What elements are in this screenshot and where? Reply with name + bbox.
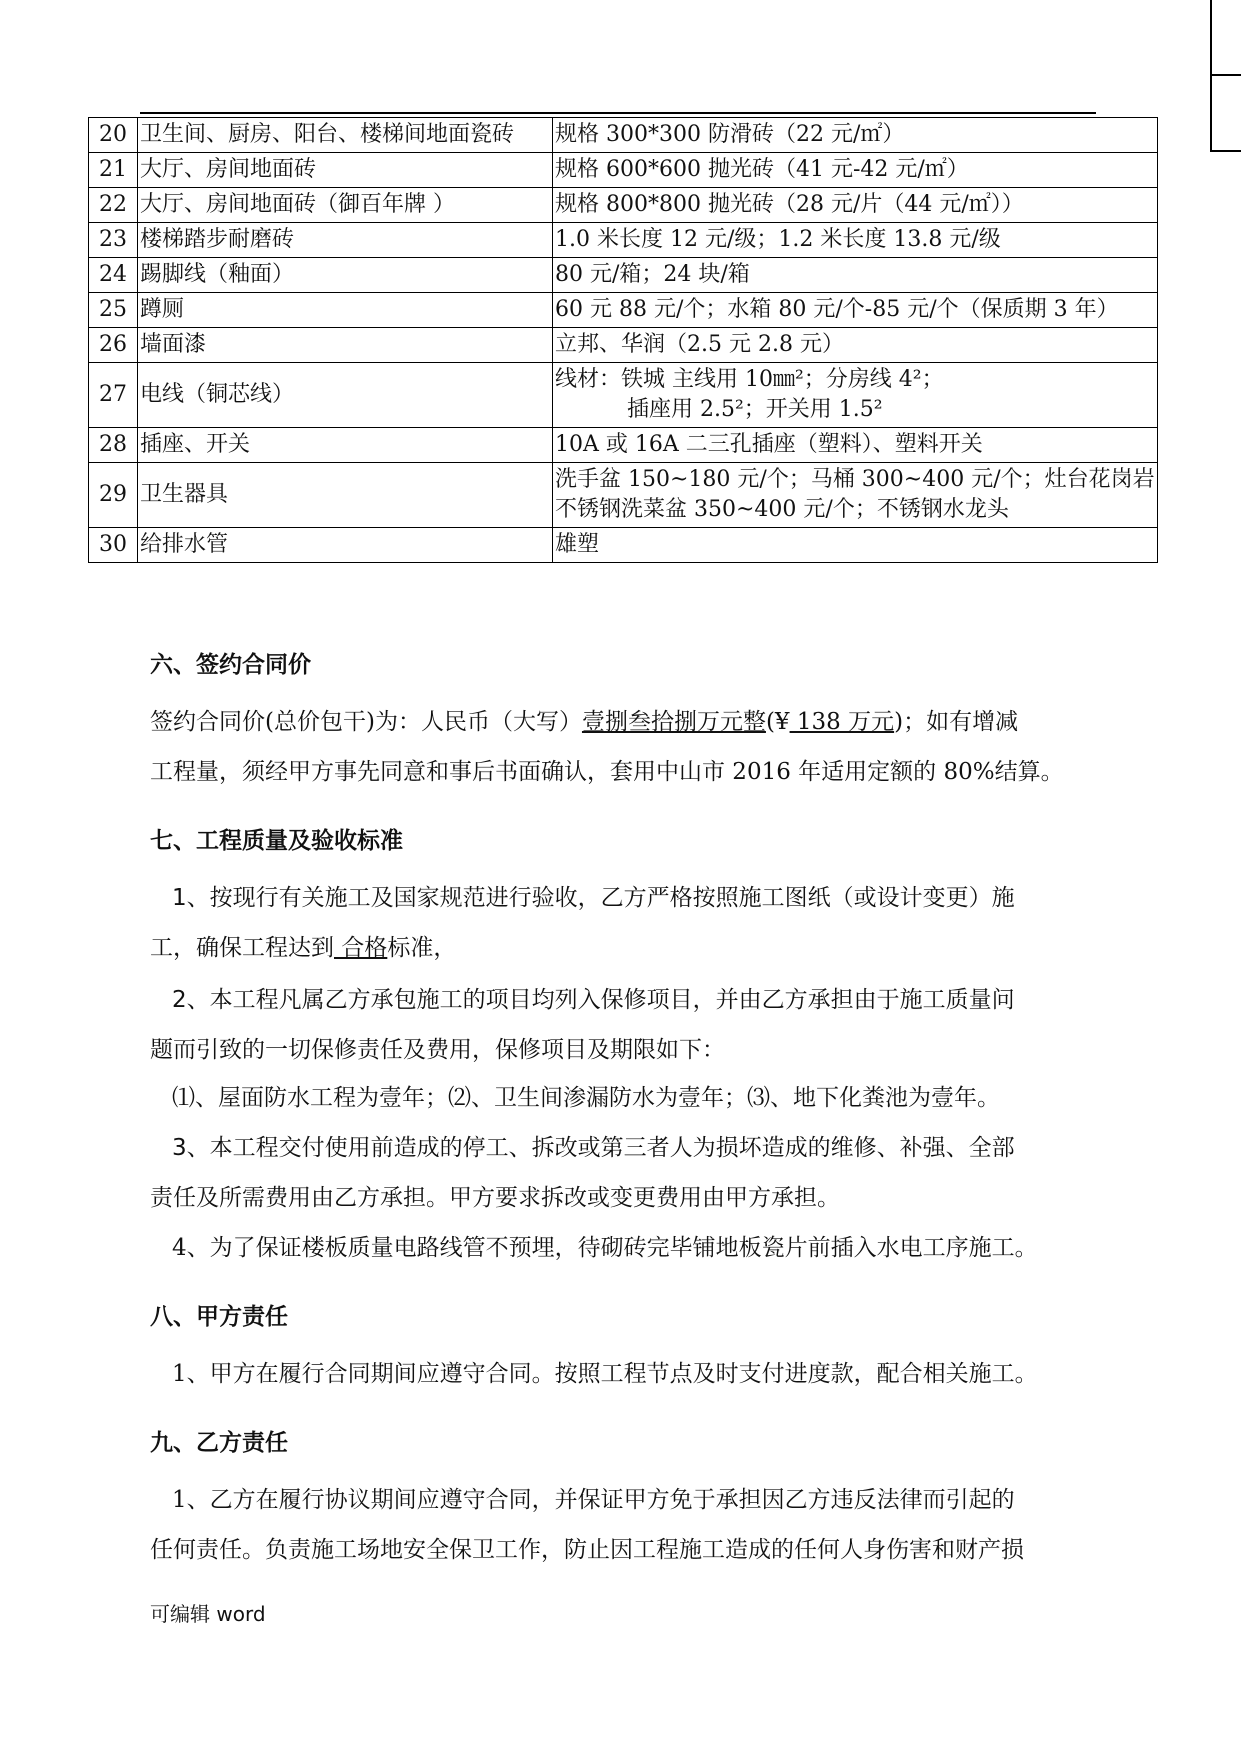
row-number: 26	[89, 328, 138, 363]
row-number: 27	[89, 363, 138, 428]
item-name: 卫生器具	[138, 463, 553, 528]
table-row	[89, 428, 1158, 463]
spec-line: 不锈钢洗菜盆 350~400 元/个；不锈钢水龙头	[555, 497, 1009, 522]
section-6-para-2: 工程量，须经甲方事先同意和事后书面确认，套用中山市 2016 年适用定额的 80%结算。	[150, 759, 1064, 785]
quality-standard: 合格	[334, 935, 388, 961]
text: 签约合同价(总价包干)为：人民币（大写）	[150, 709, 582, 735]
corner-frame	[1210, 0, 1241, 152]
item-spec	[553, 153, 1158, 188]
section-7-title: 七、工程质量及验收标准	[150, 828, 403, 854]
text: 工，确保工程达到	[150, 935, 334, 961]
section-8-title: 八、甲方责任	[150, 1304, 288, 1330]
table-row	[89, 118, 1158, 153]
row-number: 25	[89, 293, 138, 328]
table-row	[89, 223, 1158, 258]
item-spec	[553, 528, 1158, 563]
text: )；如有增减	[894, 709, 1019, 735]
item-name: 卫生间、厨房、阳台、楼梯间地面瓷砖	[138, 118, 553, 153]
item-name: 大厅、房间地面砖	[138, 153, 553, 188]
spec-line: 线材：铁城 主线用 10㎜²；分房线 4²；	[555, 367, 944, 392]
materials-table	[88, 117, 1158, 563]
row-number: 24	[89, 258, 138, 293]
table-row	[89, 153, 1158, 188]
table-row	[89, 293, 1158, 328]
row-number: 28	[89, 428, 138, 463]
table-row	[89, 463, 1158, 528]
section-9-para-1b: 任何责任。负责施工场地安全保卫工作，防止因工程施工造成的任何人身伤害和财产损	[150, 1537, 1024, 1563]
table-row	[89, 258, 1158, 293]
spec-line: 60 元 88 元/个；水箱 80 元/个-85 元/个（保质期 3 年）	[555, 297, 1119, 322]
item-spec	[553, 188, 1158, 223]
table-row	[89, 188, 1158, 223]
section-7-para-1b	[150, 924, 1095, 972]
spec-line: 规格 800*800 抛光砖（28 元/片（44 元/㎡））	[555, 192, 1024, 217]
row-number: 22	[89, 188, 138, 223]
spec-line: 插座用 2.5²；开关用 1.5²	[627, 397, 883, 422]
section-7-para-4: 3、本工程交付使用前造成的停工、拆改或第三者人为损坏造成的维修、补强、全部	[172, 1135, 1015, 1161]
item-name: 给排水管	[138, 528, 553, 563]
spec-line: 规格 600*600 抛光砖（41 元-42 元/㎡）	[555, 157, 969, 182]
item-spec	[553, 223, 1158, 258]
item-spec	[553, 428, 1158, 463]
section-7-para-5: 4、为了保证楼板质量电路线管不预埋，待砌砖完毕铺地板瓷片前插入水电工序施工。	[172, 1235, 1038, 1261]
spec-line: 1.0 米长度 12 元/级；1.2 米长度 13.8 元/级	[555, 227, 1001, 252]
row-number: 29	[89, 463, 138, 528]
spec-line: 规格 300*300 防滑砖（22 元/㎡）	[555, 122, 905, 147]
item-spec	[553, 258, 1158, 293]
item-spec	[553, 463, 1158, 528]
item-spec	[553, 363, 1158, 428]
item-name: 电线（铜芯线）	[138, 363, 553, 428]
section-9-title: 九、乙方责任	[150, 1430, 288, 1456]
item-name: 墙面漆	[138, 328, 553, 363]
row-number: 20	[89, 118, 138, 153]
item-name: 蹲厕	[138, 293, 553, 328]
section-9-para-1: 1、乙方在履行协议期间应遵守合同，并保证甲方免于承担因乙方违反法律而引起的	[172, 1487, 1015, 1513]
text: (¥	[765, 709, 790, 735]
top-rule	[140, 112, 1096, 114]
section-8-para-1: 1、甲方在履行合同期间应遵守合同。按照工程节点及时支付进度款，配合相关施工。	[172, 1361, 1038, 1387]
section-6-title: 六、签约合同价	[150, 652, 311, 678]
spec-line: 洗手盆 150~180 元/个；马桶 300~400 元/个；灶台花岗岩	[555, 467, 1155, 492]
table-row	[89, 528, 1158, 563]
text: 标准，	[387, 935, 457, 961]
row-number: 23	[89, 223, 138, 258]
section-6-para-1	[150, 698, 1095, 746]
spec-line: 80 元/箱；24 块/箱	[555, 262, 750, 287]
spec-line: 10A 或 16A 二三孔插座（塑料）、塑料开关	[555, 432, 983, 457]
row-number: 30	[89, 528, 138, 563]
section-7-para-2b: 题而引致的一切保修责任及费用，保修项目及期限如下：	[150, 1037, 725, 1063]
section-7-para-4b: 责任及所需费用由乙方承担。甲方要求拆改或变更费用由甲方承担。	[150, 1185, 840, 1211]
spec-line: 雄塑	[555, 532, 600, 557]
amount-number: 138 万元	[789, 709, 895, 735]
spec-line: 立邦、华润（2.5 元 2.8 元）	[555, 332, 844, 357]
item-spec	[553, 118, 1158, 153]
table-row	[89, 363, 1158, 428]
footer-note: 可编辑 word	[150, 1602, 266, 1626]
item-name: 踢脚线（釉面）	[138, 258, 553, 293]
row-number: 21	[89, 153, 138, 188]
item-spec	[553, 293, 1158, 328]
item-name: 大厅、房间地面砖（御百年牌 ）	[138, 188, 553, 223]
item-name: 楼梯踏步耐磨砖	[138, 223, 553, 258]
section-7-para-1: 1、按现行有关施工及国家规范进行验收，乙方严格按照施工图纸（或设计变更）施	[172, 885, 1015, 911]
amount-words: 壹捌叁拾捌万元整	[581, 709, 766, 735]
item-name: 插座、开关	[138, 428, 553, 463]
item-spec	[553, 328, 1158, 363]
section-7-para-2: 2、本工程凡属乙方承包施工的项目均列入保修项目，并由乙方承担由于施工质量问	[172, 987, 1015, 1013]
section-7-para-3: ⑴、屋面防水工程为壹年；⑵、卫生间渗漏防水为壹年；⑶、地下化粪池为壹年。	[172, 1085, 1000, 1111]
table-row	[89, 328, 1158, 363]
